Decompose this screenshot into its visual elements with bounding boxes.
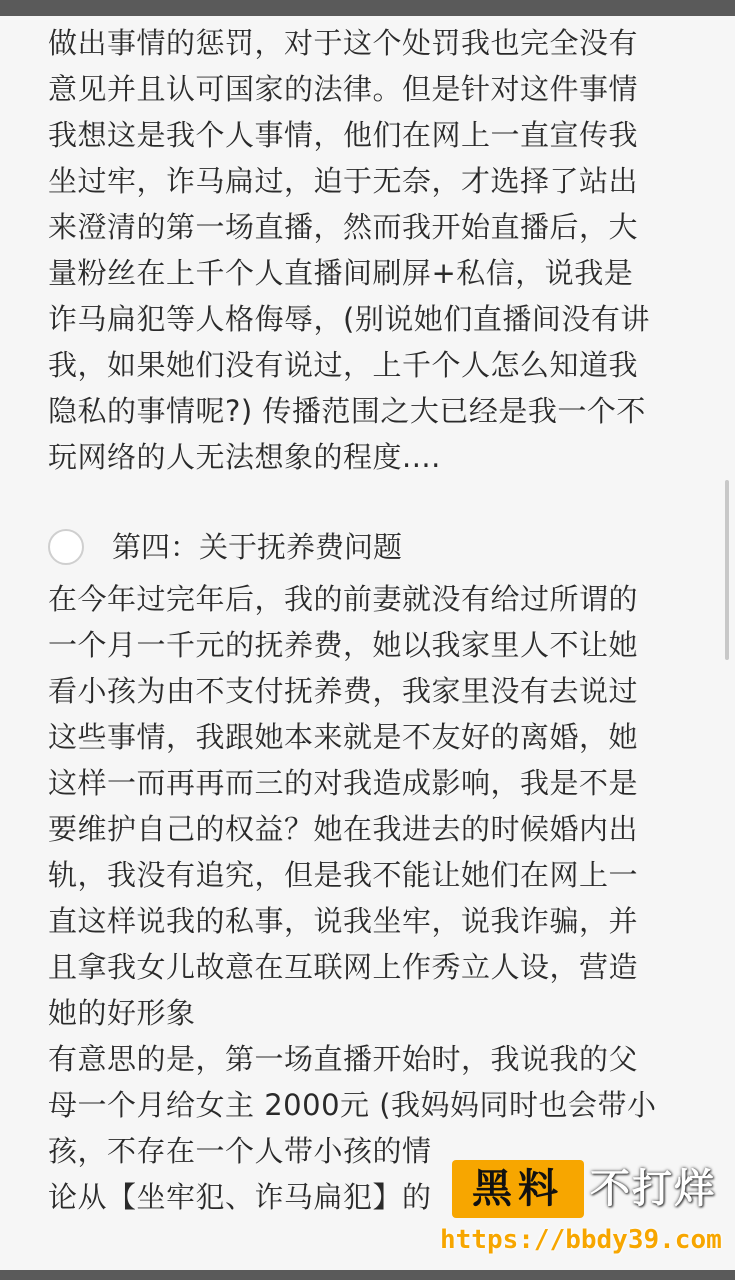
article-body [48, 20, 688, 1220]
scrollbar-thumb[interactable] [725, 480, 729, 660]
article-paragraph: 有意思的是，第一场直播开始时，我说我的父 母一个月给女主 2000元 (我妈妈同时也会带小 孩，不存在一个人带小孩的情 [48, 1042, 657, 1168]
article-paragraph-tail: 论从【坐牢犯、诈马扁犯】的 [48, 1180, 432, 1214]
section-heading-text: 第四：关于抚养费问题 [112, 530, 403, 564]
article-paragraph: 在今年过完年后，我的前妻就没有给过所谓的 一个月一千元的抚养费，她以我家里人不让她 看小孩为由不支付抚养费，我家里没有去说过 这些事情，我跟她本来就是不友好的离婚，她 这样一而再再而三的对我造成影响，我是不是 要维护自己的权益？她在我进去的时候婚内出 轨，我没有追究，但是我不能让她们在网上一 直这样说我的私事，说我坐牢，说我诈骗，并 且拿我女儿故意在互联网上作秀立人设，营造 她的好形象 [48, 582, 639, 1030]
watermark-brand-left: 黑料 [472, 1166, 564, 1212]
status-bar [0, 0, 735, 16]
bottom-bar [0, 1270, 735, 1280]
watermark-brand-right: 不打烊 [590, 1166, 716, 1212]
checkbox-circle-icon[interactable] [48, 529, 84, 565]
section-heading-alimony[interactable] [48, 524, 688, 570]
watermark-url: https://bbdy39.com [440, 1225, 722, 1255]
article-paragraph: 做出事情的惩罚，对于这个处罚我也完全没有 意见并且认可国家的法律。但是针对这件事情 我想这是我个人事情，他们在网上一直宣传我 坐过牢，诈马扁过，迫于无奈，才选择了站出 来澄清的第一场直播，然而我开始直播后，大 量粉丝在上千个人直播间刷屏+私信，说我是 诈马扁犯等人格侮辱，(别说她们直播间没有讲 我，如果她们没有说过，上千个人怎么知道我 隐私的事情呢?) 传播范围之大已经是我一个不 玩网络的人无法想象的程度.... [48, 26, 650, 474]
watermark [440, 1160, 735, 1260]
